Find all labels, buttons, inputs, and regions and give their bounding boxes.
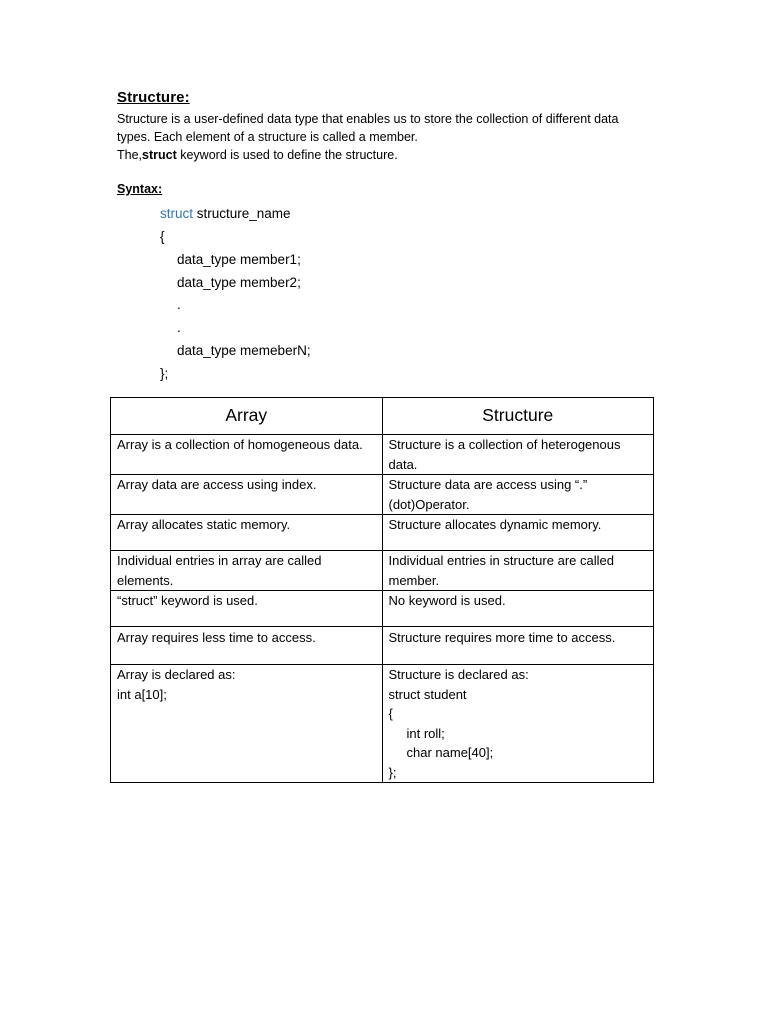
structure-cell: Individual entries in structure are called member. (382, 551, 654, 591)
table-row (111, 551, 654, 591)
syntax-line-declaration (160, 205, 291, 223)
array-declaration-code: int a[10]; (117, 686, 167, 702)
array-cell: Array data are access using index. (111, 475, 383, 515)
syntax-ellipsis-dot-1: . (177, 297, 181, 312)
array-cell: Array is a collection of homogeneous data. (111, 435, 383, 475)
section-heading: Structure: (117, 89, 190, 106)
syntax-struct-keyword: struct (160, 206, 194, 221)
structure-declaration-label: Structure is declared as: (388, 667, 529, 682)
syntax-open-brace: { (160, 229, 165, 244)
array-cell: “struct” keyword is used. (111, 591, 383, 627)
intro-line-1: Structure is a user-defined data type that enables us to store the collection of different data (117, 112, 619, 126)
structure-declaration-code-3: int roll; (406, 725, 445, 741)
structure-cell: Structure requires more time to access. (382, 627, 654, 665)
structure-declaration-cell (382, 665, 654, 783)
intro-line-3-prefix: The, (117, 148, 143, 162)
table-row (111, 591, 654, 627)
syntax-structure-name: structure_name (193, 206, 291, 221)
structure-declaration-code-4: char name[40]; (406, 745, 494, 760)
table-row (111, 665, 654, 783)
array-cell: Individual entries in array are called elements. (111, 551, 383, 591)
comparison-table (110, 397, 654, 783)
table-row (111, 435, 654, 475)
intro-line-2: types. Each element of a structure is called a member. (117, 130, 418, 144)
syntax-label: Syntax: (117, 182, 163, 196)
structure-cell: Structure allocates dynamic memory. (382, 515, 654, 551)
table-header-row (111, 398, 654, 435)
structure-cell: Structure data are access using “.” (dot)Operator. (382, 475, 654, 515)
intro-struct-keyword: struct (142, 148, 177, 162)
array-declaration-cell (111, 665, 383, 783)
header-array: Array (111, 398, 383, 435)
array-cell: Array requires less time to access. (111, 627, 383, 665)
table-row (111, 627, 654, 665)
structure-cell: No keyword is used. (382, 591, 654, 627)
structure-declaration-code-2: { (388, 706, 393, 721)
structure-declaration-code-5: }; (388, 764, 397, 780)
table-row (111, 475, 654, 515)
structure-cell: Structure is a collection of heterogenous data. (382, 435, 654, 475)
header-structure: Structure (382, 398, 654, 435)
syntax-member-n: data_type memeberN; (177, 343, 311, 358)
syntax-ellipsis-dot-2: . (177, 320, 181, 335)
array-cell: Array allocates static memory. (111, 515, 383, 551)
structure-declaration-code-1: struct student (388, 686, 467, 702)
syntax-member-2: data_type member2; (177, 275, 301, 290)
syntax-member-1: data_type member1; (177, 252, 301, 267)
intro-line-3-suffix: keyword is used to define the structure. (176, 148, 398, 162)
syntax-close-brace: }; (160, 366, 169, 381)
intro-line-3 (117, 146, 398, 164)
array-declaration-label: Array is declared as: (117, 667, 236, 682)
table-row (111, 515, 654, 551)
